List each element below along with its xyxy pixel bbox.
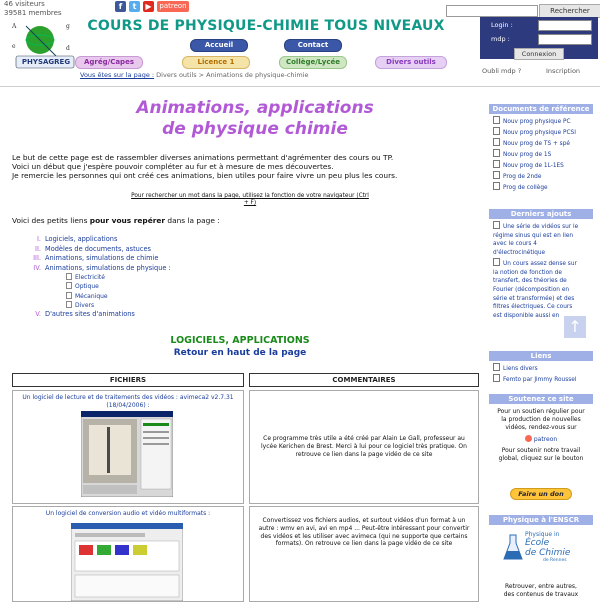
reference-docs-box — [489, 104, 593, 200]
sidebar-link-label[interactable]: Liens divers — [503, 366, 538, 372]
table-cell-file — [12, 506, 244, 602]
toc-link[interactable]: Modèles de documents, astuces — [45, 244, 151, 253]
latest-item-line[interactable]: Une série de vidéos sur le — [503, 224, 579, 230]
document-icon — [493, 363, 500, 371]
support-title: Soutenez ce site — [489, 394, 593, 404]
enscr-text — [491, 583, 591, 599]
donate-button[interactable]: Faire un don — [510, 488, 572, 500]
reference-docs-title: Documents de référence — [489, 104, 593, 114]
search-button[interactable]: Rechercher — [539, 4, 600, 18]
sidebar-doc-item[interactable] — [493, 127, 593, 138]
enscr-text-line: Retrouver, entre autres, — [505, 583, 577, 590]
toc-subitem[interactable] — [66, 292, 171, 301]
document-icon — [493, 116, 500, 124]
latest-list — [489, 219, 593, 321]
converter-screenshot[interactable] — [71, 523, 183, 601]
svg-text:e: e — [12, 43, 16, 50]
links-box — [489, 351, 593, 385]
visitors-count: 46 visiteurs — [4, 0, 45, 8]
toc-sublist — [28, 273, 171, 310]
category-divers-outils[interactable]: Divers outils — [375, 56, 447, 69]
toc-link[interactable]: Animations, simulations de physique : — [45, 263, 171, 272]
toc-number: I. — [36, 235, 41, 243]
latest-item-line[interactable]: d'électrocinétique — [493, 250, 546, 257]
table-header-comments: COMMENTAIRES — [249, 373, 479, 387]
reference-docs-list — [489, 114, 593, 193]
table-header-files: FICHIERS — [12, 373, 244, 387]
twitter-icon[interactable]: t — [129, 1, 140, 12]
svg-text:d: d — [66, 45, 70, 52]
latest-item-line[interactable]: filtres électriques. Ce cours — [493, 304, 573, 311]
enscr-logo-line: de Chimie — [525, 548, 571, 558]
document-icon — [66, 301, 72, 308]
support-line: vidéos, rendez-vous sur — [505, 424, 577, 431]
toc-subitem-label[interactable]: Mécanique — [75, 292, 108, 300]
nav-contact[interactable]: Contact — [284, 39, 342, 52]
nav-accueil[interactable]: Accueil — [190, 39, 248, 52]
sidebar-doc-item[interactable] — [493, 171, 593, 182]
toc-number: V. — [35, 310, 41, 319]
toc-item[interactable] — [28, 310, 171, 320]
sidebar-doc-item[interactable] — [493, 116, 593, 127]
youtube-icon[interactable]: ▶ — [143, 1, 154, 12]
latest-item-line[interactable]: Un cours assez dense sur — [503, 260, 577, 267]
latest-item-line[interactable]: est disponible aussi en — [493, 313, 560, 320]
toc-link[interactable]: Animations, simulations de chimie — [45, 254, 159, 262]
toc-item[interactable] — [28, 245, 171, 255]
latest-item-line[interactable]: transfert, des théories de — [493, 278, 567, 285]
toc-subitem[interactable] — [66, 282, 171, 291]
file-comment: Ce programme très utile a été créé par Alain Le Gall, professeur au lycée Kerichen de Brest. Merci à lui pour ce logiciel très pratique. On retrouve ce lien dans la page vidéo de ce site — [261, 435, 467, 458]
toc-link[interactable]: D'autres sites d'animations — [45, 310, 135, 319]
toc-subitem-label[interactable]: Divers — [75, 301, 95, 309]
document-icon — [493, 127, 500, 135]
password-label: mdp : — [491, 35, 510, 43]
document-icon — [66, 282, 72, 289]
enscr-box — [489, 515, 593, 600]
document-icon — [493, 149, 500, 157]
latest-item-line[interactable]: Fourier (décomposition en — [493, 286, 570, 293]
latest-item-line[interactable]: série et transformée) et des — [493, 295, 575, 302]
page-title-line-2: de physique chimie — [162, 119, 348, 139]
header-divider — [0, 86, 600, 87]
links-title: Liens — [489, 351, 593, 361]
document-icon — [493, 258, 500, 266]
sidebar-doc-label[interactable]: Nouv prog physique PCSI — [503, 130, 576, 136]
support-text — [489, 404, 593, 463]
enscr-logo-line: École — [525, 538, 550, 548]
intro-line: Je remercie les personnes qui ont créé ces animations, bien utiles pour faire vivre un peu plus les cours. — [12, 171, 398, 180]
sidebar-doc-label[interactable]: Nouv prog de TS + spé — [503, 141, 570, 147]
table-of-contents — [28, 235, 171, 320]
sidebar-doc-label[interactable]: Nouv prog physique PC — [503, 119, 571, 125]
signup-link[interactable]: Inscription — [546, 67, 581, 75]
scroll-up-arrow-icon[interactable]: ↑ — [564, 316, 586, 338]
sidebar-link-item[interactable] — [493, 374, 593, 385]
sidebar-doc-label[interactable]: Nouv prog de 1S — [503, 152, 552, 158]
toc-number: III. — [33, 254, 41, 262]
sidebar-doc-label[interactable]: Prog de 2nde — [503, 174, 542, 180]
social-links — [115, 1, 189, 12]
latest-item-line[interactable]: la notion de fonction de — [493, 269, 562, 276]
avimeca-screenshot[interactable] — [81, 411, 173, 497]
file-title-link[interactable]: Un logiciel de conversion audio et vidéo multiformats : — [45, 510, 211, 517]
flask-icon — [503, 533, 523, 561]
svg-text:g: g — [66, 23, 70, 30]
search-tip: Pour rechercher un mot dans la page, utilisez la fonction de votre navigateur (Ctrl + F) — [131, 193, 369, 206]
toc-subitem-label[interactable]: Optique — [75, 283, 99, 291]
back-to-top-link[interactable]: Retour en haut de la page — [173, 348, 307, 358]
support-box — [489, 394, 593, 506]
links-list — [489, 361, 593, 385]
sidebar-link-label[interactable]: Femto par Jimmy Roussel — [503, 377, 577, 383]
site-title[interactable]: COURS DE PHYSIQUE-CHIMIE TOUS NIVEAUX — [87, 18, 445, 34]
sidebar-doc-item[interactable] — [493, 138, 593, 149]
latest-additions-title: Derniers ajouts — [489, 209, 593, 219]
password-field[interactable] — [538, 34, 592, 45]
visitor-counter — [4, 0, 62, 18]
toc-intro — [12, 216, 220, 225]
toc-number: IV. — [33, 263, 41, 272]
patreon-icon — [525, 435, 532, 442]
document-icon — [493, 160, 500, 168]
page-title-line-1: Animations, applications — [136, 98, 374, 118]
latest-item-line[interactable]: régime sinus qui est en lien — [493, 232, 574, 239]
sidebar-doc-label[interactable]: Nouv prog de 1L-1ES — [503, 163, 564, 169]
intro-line: Le but de cette page est de rassembler diverses animations permettant d'agrémenter des cours ou TP. — [12, 153, 394, 162]
toc-intro-end: dans la page : — [165, 216, 220, 225]
table-cell-file — [12, 390, 244, 504]
document-icon — [493, 182, 500, 190]
sidebar-doc-label[interactable]: Prog de collège — [503, 185, 548, 191]
latest-item[interactable] — [493, 258, 593, 321]
svg-text:A: A — [12, 23, 17, 30]
login-field[interactable] — [538, 20, 592, 31]
forgot-password-link[interactable]: Oubli mdp ? — [482, 67, 522, 75]
login-label: Login : — [491, 21, 513, 29]
toc-subitem[interactable] — [66, 273, 171, 282]
category-agreg-capes[interactable]: Agrég/Capes — [75, 56, 143, 69]
toc-intro-start: Voici des petits liens — [12, 216, 90, 225]
patreon-button[interactable]: patreon — [157, 1, 189, 12]
category-licence-1[interactable]: Licence 1 — [182, 56, 250, 69]
search-input[interactable] — [446, 5, 538, 17]
toc-subitem[interactable] — [66, 301, 171, 310]
category-college-lycee[interactable]: Collège/Lycée — [279, 56, 347, 69]
sidebar-link-item[interactable] — [493, 363, 593, 374]
file-title-link[interactable]: Un logiciel de lecture et de traitements des vidéos : avimeca2 v2.7.31 (18/04/2006) : — [22, 394, 234, 409]
support-line: Pour soutenir notre travail — [501, 447, 581, 454]
connexion-button[interactable]: Connexion — [514, 48, 564, 60]
breadcrumb-link[interactable]: Vous êtes sur la page : — [80, 71, 155, 79]
enscr-text-line: des contenus de travaux — [503, 591, 579, 598]
toc-item[interactable] — [28, 264, 171, 274]
file-comment: Convertissez vos fichiers audios, et surtout vidéos d'un format à un autre : wmv en avi, avi en mp4 ... Peut-être intéressant pour convertir des vidéos et les utiliser avec avimeca (qui ne supporte que certains formats). On retrouve ce lien dans la page vidéo de ce site — [258, 517, 470, 548]
document-icon — [493, 221, 500, 229]
toc-subitem-label[interactable]: Electricité — [75, 274, 105, 281]
sidebar-doc-item[interactable] — [493, 160, 593, 171]
document-icon — [493, 171, 500, 179]
toc-number: II. — [35, 244, 41, 253]
toc-item[interactable] — [28, 235, 171, 245]
document-icon — [66, 273, 72, 280]
support-line: Pour un soutien régulier pour — [497, 408, 585, 415]
intro-line: Voici un début que j'espère pouvoir compléter au fur et à mesure de mes découvertes. — [12, 162, 334, 171]
site-logo[interactable] — [10, 20, 78, 74]
sidebar-doc-item[interactable] — [493, 182, 593, 193]
enscr-logo-line: de Rennes — [543, 558, 567, 563]
support-line: la production de nouvelles — [501, 416, 581, 423]
toc-link[interactable]: Logiciels, applications — [45, 235, 118, 243]
enscr-logo[interactable] — [503, 529, 579, 569]
latest-item[interactable] — [493, 221, 593, 258]
enscr-title: Physique à l'ENSCR — [489, 515, 593, 525]
support-patreon[interactable] — [491, 435, 591, 444]
logo-text: PHYSAGREG — [21, 58, 71, 66]
toc-item[interactable] — [28, 254, 171, 264]
table-cell-comment — [249, 506, 479, 602]
latest-item-line[interactable]: avec le cours 4 — [493, 241, 537, 248]
intro-text — [12, 153, 482, 180]
document-icon — [493, 138, 500, 146]
document-icon — [493, 374, 500, 382]
sidebar-doc-item[interactable] — [493, 149, 593, 160]
facebook-icon[interactable]: f — [115, 1, 126, 12]
table-cell-comment — [249, 390, 479, 504]
breadcrumb — [80, 71, 308, 79]
enscr-logo-line: Physique in — [525, 531, 560, 538]
members-count: 39581 membres — [4, 9, 62, 17]
support-patreon-label[interactable]: patreon — [533, 436, 558, 443]
page-title — [90, 98, 420, 140]
document-icon — [66, 292, 72, 299]
section-title: LOGICIELS, APPLICATIONS — [170, 335, 310, 346]
breadcrumb-path: Divers outils > Animations de physique-chimie — [156, 71, 309, 79]
support-line: global, cliquez sur le bouton — [498, 455, 584, 462]
toc-intro-bold: pour vous repérer — [89, 216, 166, 225]
